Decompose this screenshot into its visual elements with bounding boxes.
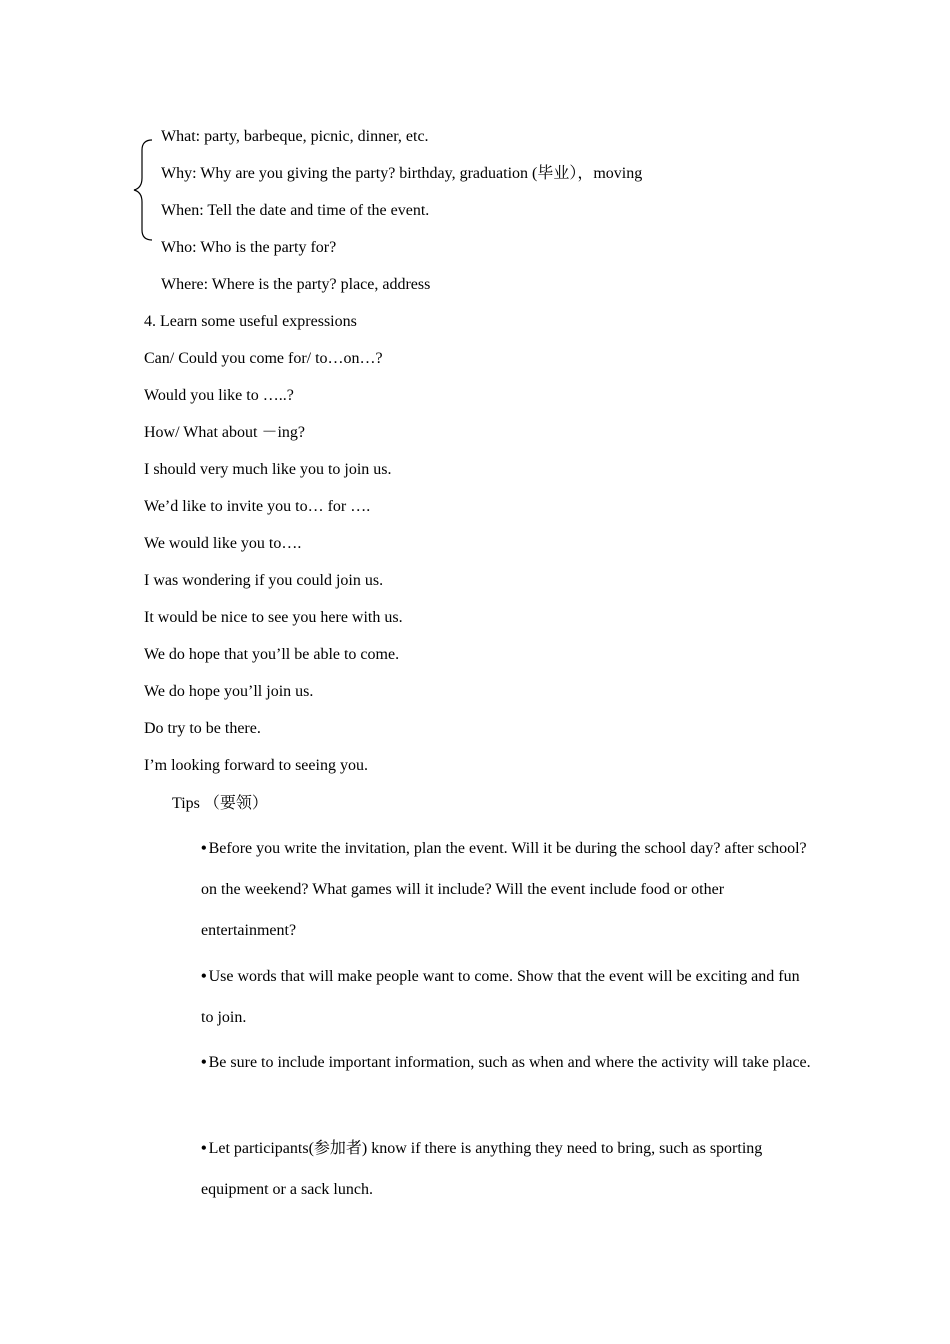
expression-line: I should very much like you to join us.: [144, 461, 392, 478]
tip-text: Be sure to include important information, such as when and where the activity will take place.: [208, 1054, 811, 1071]
who-line: Who: Who is the party for?: [161, 239, 337, 256]
tip-item: [201, 1128, 811, 1210]
tip-item: [201, 828, 811, 951]
when-line: When: Tell the date and time of the event.: [161, 202, 430, 219]
tip-item: [201, 1042, 811, 1083]
where-line: Where: Where is the party? place, address: [161, 276, 431, 293]
what-line: What: party, barbeque, picnic, dinner, etc.: [161, 128, 429, 145]
bullet-icon: •: [201, 840, 207, 857]
bullet-icon: •: [201, 968, 207, 985]
expression-line: We would like you to….: [144, 535, 302, 552]
section-heading: 4. Learn some useful expressions: [144, 313, 357, 330]
expression-line: Would you like to …..?: [144, 387, 294, 404]
expression-line: I’m looking forward to seeing you.: [144, 757, 368, 774]
expression-line: How/ What about －ing?: [144, 424, 306, 441]
tip-text: Use words that will make people want to come. Show that the event will be exciting and fun to join.: [201, 968, 800, 1026]
expression-line: Do try to be there.: [144, 720, 261, 737]
expression-line: We’d like to invite you to… for ….: [144, 498, 371, 515]
why-line: Why: Why are you giving the party? birthday, graduation (毕业），moving: [161, 165, 643, 182]
tip-text: Let participants(参加者) know if there is anything they need to bring, such as sporting equipment or a sack lunch.: [201, 1140, 763, 1198]
tip-item: [201, 956, 811, 1038]
bullet-icon: •: [201, 1054, 207, 1071]
tip-text: Before you write the invitation, plan the event. Will it be during the school day? after school? on the weekend? What games will it include? Will the event include food or other entertainment?: [201, 840, 807, 939]
bullet-icon: •: [201, 1140, 207, 1157]
expression-line: We do hope you’ll join us.: [144, 683, 314, 700]
expression-line: We do hope that you’ll be able to come.: [144, 646, 400, 663]
expression-line: Can/ Could you come for/ to…on…?: [144, 350, 383, 367]
expression-line: It would be nice to see you here with us.: [144, 609, 403, 626]
tips-title: Tips （要领）: [172, 795, 268, 812]
expression-line: I was wondering if you could join us.: [144, 572, 384, 589]
curly-brace-icon: [130, 138, 156, 242]
